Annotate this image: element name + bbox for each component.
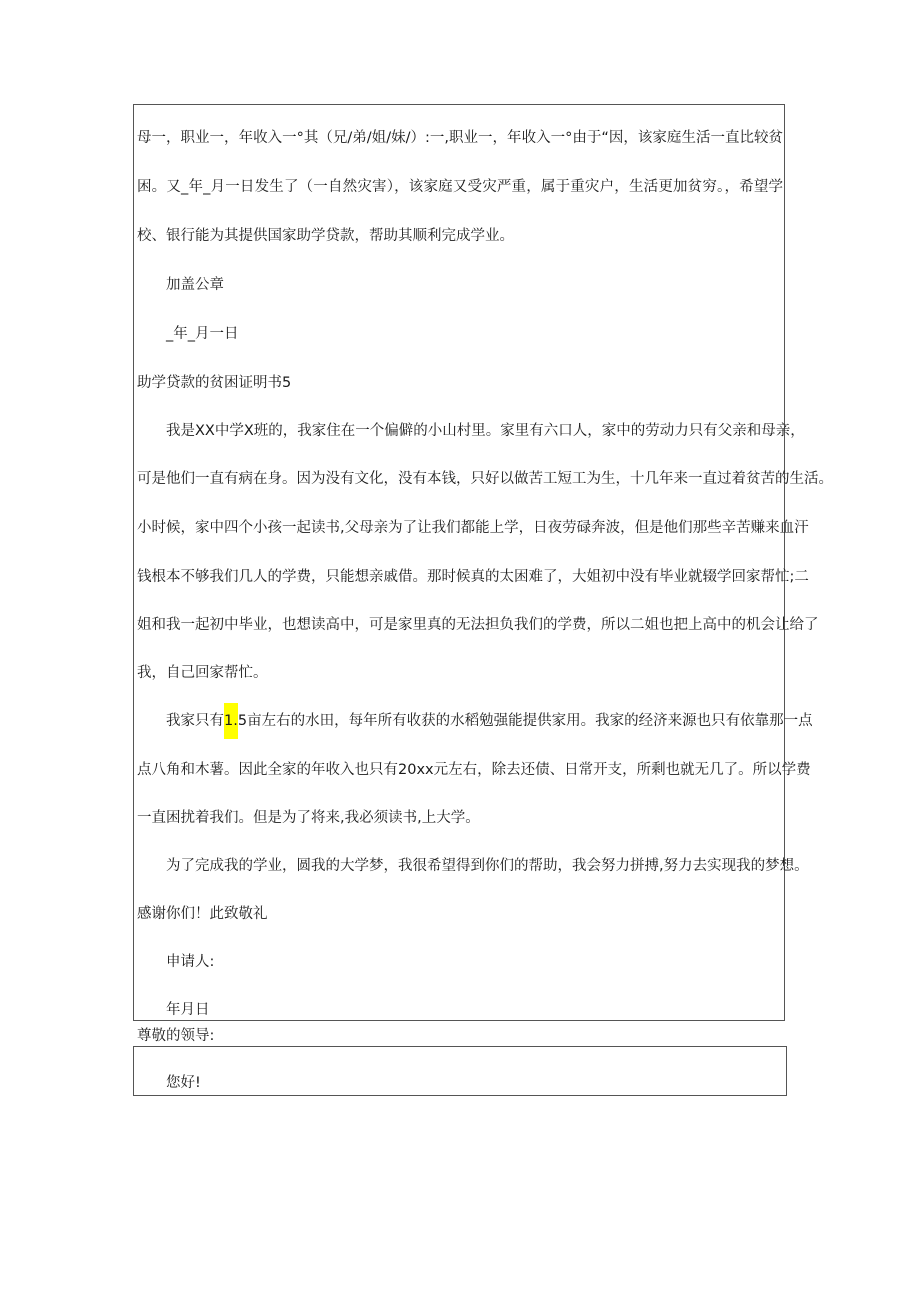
section-title: 助学贷款的贫困证明书5: [137, 375, 292, 391]
body-text-line: 为了完成我的学业，圆我的大学梦，我很希望得到你们的帮助，我会努力拼搏,努力去实现我的梦想。: [166, 858, 809, 874]
letter-frame-2: [133, 1046, 787, 1096]
applicant-label: 申请人:: [166, 954, 215, 970]
body-text-line: 可是他们一直有病在身。因为没有文化，没有本钱，只好以做苦工短工为生，十几年来一直过着贫苦的生活。: [137, 471, 833, 487]
body-text-line: 点八角和木薯。因此全家的年收入也只有20xx元左右，除去还债、日常开支，所剩也就无几了。所以学费: [137, 762, 811, 778]
body-text-line: 一直困扰着我们。但是为了将来,我必须读书,上大学。: [137, 810, 480, 826]
body-text-line: 母一，职业一，年收入一°其（兄/弟/姐/妹/）:一,职业一，年收入一°由于“因，该家庭生活一直比较贫: [137, 130, 783, 146]
body-text-line: 我，自己回家帮忙。: [137, 665, 268, 681]
body-text-line: 校、银行能为其提供国家助学贷款，帮助其顺利完成学业。: [137, 228, 514, 244]
highlighted-text: 1.: [224, 703, 238, 739]
date-line: 年月日: [166, 1002, 210, 1018]
text-before-highlight: 我家只有: [166, 713, 224, 729]
body-text-line: 困。又_年_月一日发生了（一自然灾害），该家庭又受灾严重，属于重灾户，生活更加贫穷。，希望学: [137, 179, 783, 195]
body-text-line: 感谢你们！此致敬礼: [137, 906, 268, 922]
date-line: _年_月一日: [166, 326, 239, 342]
body-text-line: 姐和我一起初中毕业，也想读高中，可是家里真的无法担负我们的学费，所以二姐也把上高中的机会让给了: [137, 617, 819, 633]
body-text-line: 小时候，家中四个小孩一起读书,父母亲为了让我们都能上学，日夜劳碌奔波，但是他们那些辛苦赚来血汗: [137, 520, 809, 536]
body-text-line: 我是XX中学X班的，我家住在一个偏僻的小山村里。家里有六口人，家中的劳动力只有父亲和母亲，: [166, 423, 805, 439]
salutation: 尊敬的领导:: [137, 1028, 215, 1044]
body-text-line-highlight: [166, 711, 813, 731]
body-text-line: 钱根本不够我们几人的学费，只能想亲戚借。那时候真的太困难了，大姐初中没有毕业就辍学回家帮忙;二: [137, 569, 809, 585]
seal-note: 加盖公章: [166, 277, 224, 293]
text-after-highlight: 5亩左右的水田，每年所有收获的水稻勉强能提供家用。我家的经济来源也只有依靠那一点: [237, 713, 813, 729]
greeting: 您好!: [166, 1075, 201, 1091]
